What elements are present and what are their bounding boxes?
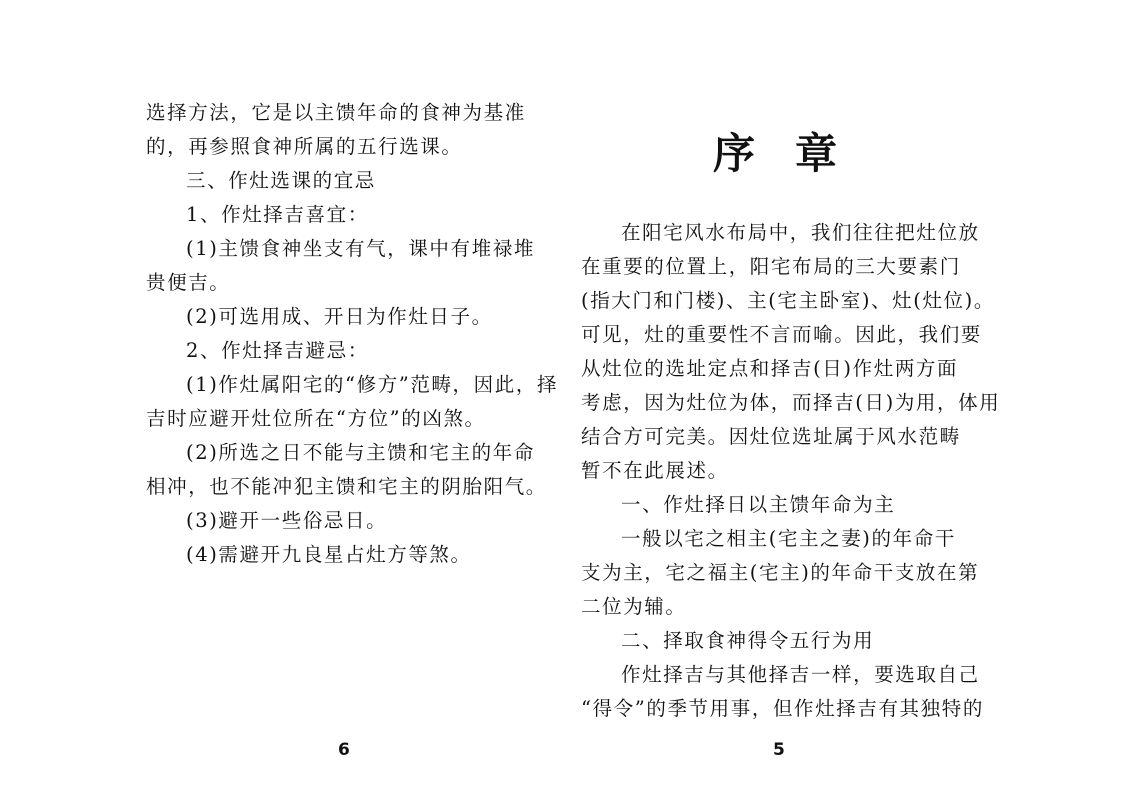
- text-line: 贵便吉。: [146, 271, 231, 294]
- left-page-body: [146, 96, 559, 572]
- right-page: [561, 0, 1123, 793]
- text-line: (1)主馈食神坐支有气，课中有堆禄堆: [186, 237, 535, 260]
- text-line: 在重要的位置上，阳宅布局的三大要素门: [581, 255, 961, 278]
- text-line: (2)可选用成、开日为作灶日子。: [186, 305, 493, 328]
- text-line: 二位为辅。: [581, 595, 687, 618]
- text-line: 结合方可完美。因灶位选址属于风水范畴: [581, 425, 961, 448]
- right-page-body: [581, 216, 1001, 726]
- text-line: 从灶位的选址定点和择吉(日)作灶两方面: [581, 357, 959, 380]
- text-line: 在阳宅风水布局中，我们往往把灶位放: [621, 221, 980, 244]
- text-line: 暂不在此展述。: [581, 459, 729, 482]
- page-number: 5: [773, 740, 785, 760]
- text-line: 作灶择吉与其他择吉一样，要选取自己: [621, 663, 980, 686]
- section-heading: 二、择取食神得令五行为用: [621, 629, 875, 652]
- text-line: 一般以宅之相主(宅主之妻)的年命干: [621, 527, 956, 550]
- text-line: (3)避开一些俗忌日。: [186, 509, 388, 532]
- page-number: 6: [338, 740, 350, 760]
- text-line: (1)作灶属阳宅的“修方”范畴，因此，择: [186, 373, 559, 396]
- text-line: 可见，灶的重要性不言而喻。因此，我们要: [581, 323, 982, 346]
- left-page: [0, 0, 561, 793]
- text-line: (2)所选之日不能与主馈和宅主的年命: [186, 441, 535, 464]
- section-heading: 一、作灶择日以主馈年命为主: [621, 493, 896, 516]
- subsection-heading: 2、作灶择吉避忌：: [186, 339, 369, 362]
- text-line: (指大门和门楼)、主(宅主卧室)、灶(灶位)。: [581, 289, 995, 312]
- text-line: 的，再参照食神所属的五行选课。: [146, 135, 463, 158]
- chapter-title: 序章: [713, 129, 878, 178]
- text-line: 支为主，宅之福主(宅主)的年命干支放在第: [581, 561, 980, 584]
- text-line: 考虑，因为灶位为体，而择吉(日)为用，体用: [581, 391, 1001, 414]
- subsection-heading: 1、作灶择吉喜宜：: [186, 203, 369, 226]
- text-line: 相冲，也不能冲犯主馈和宅主的阴胎阳气。: [146, 475, 547, 498]
- text-line: 选择方法，它是以主馈年命的食神为基准: [146, 101, 526, 124]
- text-line: 吉时应避开灶位所在“方位”的凶煞。: [146, 407, 486, 430]
- text-line: “得令”的季节用事，但作灶择吉有其独特的: [581, 697, 984, 720]
- text-line: (4)需避开九良星占灶方等煞。: [186, 543, 472, 566]
- section-heading: 三、作灶选课的宜忌: [186, 169, 376, 192]
